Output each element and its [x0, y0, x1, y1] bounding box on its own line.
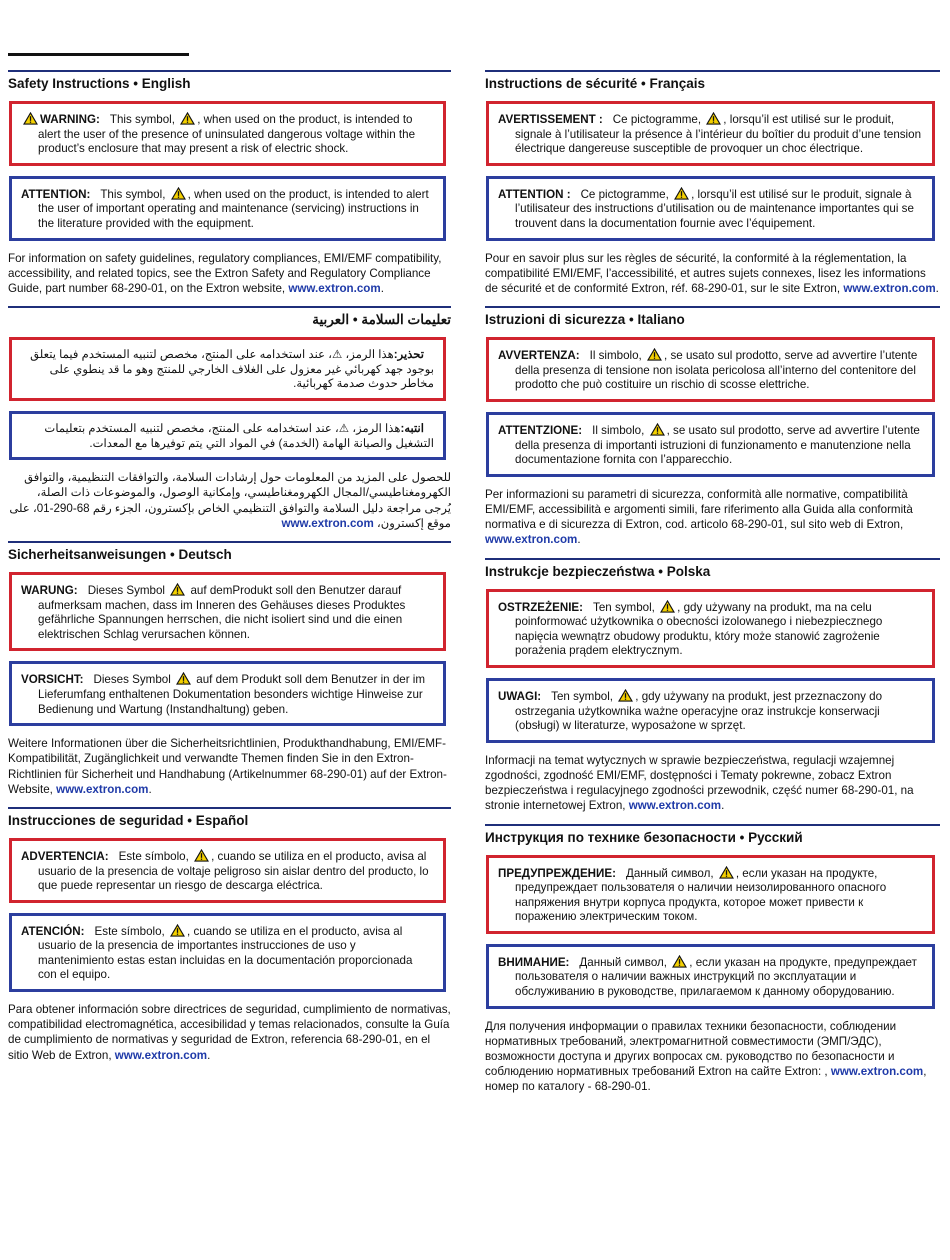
- warning-icon: [171, 187, 186, 200]
- warning-icon: [23, 112, 38, 125]
- attention-box-spanish: [9, 913, 446, 992]
- section-heading-polish: Instrukcje bezpieczeństwa • Polska: [485, 558, 940, 580]
- warning-icon: [706, 112, 721, 125]
- warning-icon: [674, 187, 689, 200]
- attention-label: VORSICHT:: [21, 673, 84, 687]
- attention-text-after: , cuando se utiliza en el producto, avisa al usuario de la presencia de importantes instrucciones de uso y mantenimiento estas estan incluidas en la documentación proporcionada con el equipo.: [38, 924, 413, 982]
- warning-text-after: , gdy używany na produkt, ma na celu poinformować użytkownika o obecności izolowanego i niebezpiecznego napięcia wewnątrz obudowy produktu, który może stanowić zagrożenie porażenia prądem elektrycznym.: [515, 600, 883, 658]
- attention-text-before: This symbol,: [100, 187, 166, 201]
- warning-box-arabic: [9, 337, 446, 401]
- attention-text: هذا الرمز، ⚠، عند استخدامه على المنتج، مخصص لتنبيه المستخدم بتعليمات التشغيل والصيانة الهامة (الخدمة) في المواد التي يتم توفيرها مع المعدات.: [44, 421, 434, 450]
- warning-text-after: auf demProdukt soll den Benutzer darauf aufmerksam machen, dass im Inneren des Gehäuses dieses Produktes gefährliche Spannungen herrschen, die nicht isoliert sind und die einen elektrischen Schlag verursachen können.: [38, 583, 406, 641]
- warning-text-after: , se usato sul prodotto, serve ad avvertire l’utente della presenza di tensione non isolata pericolosa all’interno del contenitore del prodotto che può costituire un rischio di scosse elettriche.: [515, 349, 918, 392]
- extron-website-link[interactable]: www.extron.com: [628, 799, 722, 813]
- section-english: [8, 70, 451, 296]
- extron-website-link[interactable]: www.extron.com: [56, 782, 149, 796]
- section-heading-french: Instructions de sécurité • Français: [485, 70, 940, 92]
- extron-website-link[interactable]: www.extron.com: [288, 281, 381, 295]
- warning-label: ADVERTENCIA:: [21, 849, 109, 863]
- warning-text-before: Il simbolo,: [589, 349, 642, 363]
- warning-box-spanish: [9, 838, 446, 903]
- extron-website-link[interactable]: www.extron.com: [281, 516, 374, 530]
- warning-label: تحذير:: [393, 348, 424, 362]
- warning-text-before: This symbol,: [109, 113, 175, 126]
- section-arabic: [8, 306, 451, 531]
- attention-box-italian: [486, 412, 935, 477]
- left-column: [8, 70, 451, 1073]
- section-heading-russian: Инструкция по технике безопасности • Русский: [485, 824, 940, 846]
- warning-box-english: [9, 101, 446, 166]
- section-german: [8, 541, 451, 797]
- attention-box-german: [9, 661, 446, 726]
- extron-website-link[interactable]: www.extron.com: [843, 281, 936, 295]
- right-column: [485, 70, 940, 1105]
- warning-box-german: [9, 572, 446, 651]
- attention-text-after: , when used on the product, is intended to alert the user of important operating and maintenance (servicing) instructions in the literature provided with the equipment.: [38, 187, 429, 230]
- warning-icon: [719, 866, 734, 879]
- attention-text-before: Ten symbol,: [551, 689, 614, 703]
- attention-text-after: , если указан на продукте, предупреждает пользователя о наличии важных инструкций по эксплуатации и обслуживанию в руководстве, прилагаемом к данному оборудованию.: [515, 955, 917, 999]
- attention-text-after: , lorsqu’il est utilisé sur le produit, signale à l’utilisateur des instructions d’utilisation ou de maintenance importantes qui se trouvent dans la documentation fournie avec l’équipement.: [515, 187, 914, 230]
- warning-text-before: Данный символ,: [625, 866, 714, 880]
- warning-text-after: , lorsqu’il est utilisé sur le produit, signale à l’utilisateur la présence à l’intérieur du boîtier du produit d’une tension électrique dangereuse susceptible de provoquer un choc électrique.: [515, 113, 922, 156]
- info-paragraph-polish: Informacji na temat wytycznych w sprawie bezpieczeństwa, regulacji wzajemnej zgodności, zgodność EMI/EMF, dostępności i Tematy pokrewne, zobacz Extron bezpieczeństwa i regulacyjnego zgodności przewodnik, część numer 68-290-01, na stronie internetowej Extron, www.extron.com.: [485, 753, 914, 813]
- warning-box-italian: [486, 337, 935, 402]
- section-polish: [485, 558, 940, 814]
- attention-label: انتبه:: [400, 421, 424, 435]
- info-paragraph-german: Weitere Informationen über die Sicherheitsrichtlinien, Produkthandhabung, EMI/EMF-Kompatibilität, Zugänglichkeit und verwandte Themen finden Sie in den Extron-Richtlinien für Sicherheit und Handhabung (Artikelnummer 68-290-01) auf der Extron-Website, www.extron.com.: [8, 737, 447, 796]
- section-heading-english: Safety Instructions • English: [8, 70, 451, 92]
- attention-label: ATTENTZIONE:: [498, 423, 583, 437]
- attention-text-after: , gdy używany na produkt, jest przeznaczony do ostrzegania użytkownika ważne operacyjne oraz instrukcje konserwacji (obsługi) w literaturze, wyposażone w sprzęt.: [515, 689, 883, 733]
- warning-box-polish: [486, 589, 935, 668]
- attention-label: ВНИМАНИЕ:: [498, 955, 570, 969]
- warning-icon: [180, 112, 195, 125]
- attention-box-french: [486, 176, 935, 241]
- warning-icon: [618, 689, 633, 702]
- warning-label: WARNING:: [40, 113, 100, 126]
- warning-text-after: , cuando se utiliza en el producto, avisa al usuario de la presencia de voltaje peligroso sin aislar dentro del producto, lo que puede representar un riesgo de descarga eléctrica.: [38, 849, 429, 893]
- extron-website-link[interactable]: www.extron.com: [485, 533, 578, 547]
- section-heading-italian: Istruzioni di sicurezza • Italiano: [485, 306, 940, 328]
- warning-icon: [170, 583, 185, 596]
- attention-label: ATTENTION :: [498, 187, 571, 201]
- section-spanish: [8, 807, 451, 1063]
- attention-label: UWAGI:: [498, 689, 542, 703]
- info-paragraph-french: Pour en savoir plus sur les règles de sécurité, la conformité à la réglementation, la compatibilité EMI/EMF, l’accessibilité, et autres sujets connexes, lisez les informations de sécurité et de conformité Extron, réf. 68-290-01, sur le site Extron, www.extron.com.: [485, 251, 939, 295]
- extron-website-link[interactable]: www.extron.com: [114, 1048, 208, 1062]
- warning-icon: [170, 924, 185, 937]
- warning-text-before: Ce pictogramme,: [612, 113, 702, 126]
- warning-label: OSTRZEŻENIE:: [498, 600, 584, 614]
- attention-box-arabic: [9, 411, 446, 460]
- attention-text-after: auf dem Produkt soll dem Benutzer in der im Lieferumfang enthaltenen Dokumentation besonders wichtige Hinweise zur Bedienung und Wartung (Instandhaltung) geben.: [38, 673, 426, 716]
- warning-icon: [194, 849, 209, 862]
- attention-box-russian: [486, 944, 935, 1009]
- warning-label: ПРЕДУПРЕЖДЕНИЕ:: [498, 866, 616, 880]
- warning-text-after: , если указан на продукте, предупреждает пользователя о наличии неизолированного опасного напряжения внутри корпуса продукта, которое может привести к поражению электрическим током.: [515, 866, 887, 924]
- warning-text-before: Este símbolo,: [118, 849, 189, 863]
- warning-text-before: Dieses Symbol: [87, 583, 166, 597]
- top-rule: [8, 53, 189, 56]
- warning-icon: [650, 423, 665, 436]
- attention-label: ATTENTION:: [21, 187, 91, 201]
- warning-label: AVVERTENZA:: [498, 349, 580, 363]
- info-paragraph-spanish: Para obtener información sobre directrices de seguridad, cumplimiento de normativas, compatibilidad electromagnética, accesibilidad y temas relacionados, consulte la Guía de cumplimiento de normativas y seguridad de Extron, referencia 68-290-01, en el sitio Web de Extron, www.extron.com.: [8, 1003, 451, 1062]
- section-heading-spanish: Instrucciones de seguridad • Español: [8, 807, 451, 829]
- section-heading-german: Sicherheitsanweisungen • Deutsch: [8, 541, 451, 563]
- warning-icon: [672, 955, 687, 968]
- info-paragraph-arabic: للحصول على المزيد من المعلومات حول إرشادات السلامة، والتوافقات التنظيمية، والتوافق الكهرومغناطيسي/المجال الكهرومغناطيسي، وإمكانية الوصول، والموضوعات ذات الصلة، يُرجى مراجعة دليل السلامة والتوافق التنظيمي الخاص بإكسترون، الجزء رقم 68-290-01، على موقع إكسترون، www.extron.com: [9, 471, 451, 530]
- attention-text-before: Ce pictogramme,: [580, 187, 669, 201]
- attention-text-before: Este símbolo,: [94, 924, 165, 938]
- warning-box-russian: [486, 855, 935, 934]
- warning-box-french: [486, 101, 935, 166]
- warning-label: WARUNG:: [21, 583, 78, 597]
- attention-text-after: , se usato sul prodotto, serve ad avvertire l’utente della presenza di importanti istruzioni di funzionamento e manutenzione nella documentazione fornita con l’apparecchio.: [515, 423, 920, 467]
- attention-box-english: [9, 176, 446, 241]
- warning-icon: [647, 348, 662, 361]
- extron-website-link[interactable]: www.extron.com: [830, 1065, 924, 1079]
- info-paragraph-english: For information on safety guidelines, regulatory compliances, EMI/EMF compatibility, accessibility, and related topics, see the Extron Safety and Regulatory Compliance Guide, part number 68-290-01, on the Extron website, www.extron.com.: [8, 251, 442, 295]
- section-italian: [485, 306, 940, 547]
- attention-box-polish: [486, 678, 935, 743]
- section-french: [485, 70, 940, 296]
- warning-text-before: Ten symbol,: [593, 600, 655, 614]
- info-paragraph-russian: Для получения информации о правилах техники безопасности, соблюдении нормативных требований, электромагнитной совместимости (ЭМП/ЭДС), возможности доступа и других вопросах см. руководство по безопасности и соблюдению нормативных требований Extron на сайте Extron: , www.extron.com, номер по каталогу - 68-290-01.: [485, 1019, 927, 1094]
- attention-label: ATENCIÓN:: [21, 924, 85, 938]
- warning-text-after: , when used on the product, is intended to alert the user of the presence of uninsulated dangerous voltage within the product’s enclosure that may present a risk of electric shock.: [38, 113, 416, 156]
- warning-icon: [660, 600, 675, 613]
- section-russian: [485, 824, 940, 1095]
- section-heading-arabic: تعليمات السلامة • العربية: [8, 306, 451, 328]
- attention-text-before: Данный символ,: [579, 955, 668, 969]
- attention-text-before: Il simbolo,: [592, 423, 645, 437]
- info-paragraph-italian: Per informazioni su parametri di sicurezza, conformità alle normative, compatibilità EMI/EMF, accessibilità e argomenti simili, fare riferimento alla Guida alla conformità normativa e di sicurezza di Extron, cod. articolo 68-290-01, sul sito web di Extron, www.extron.com.: [485, 487, 913, 547]
- warning-text: هذا الرمز، ⚠، عند استخدامه على المنتج، مخصص لتنبيه المستخدم فيما يتعلق بوجود جهد كهربائي غير معزول على الغلاف الخارجي للمنتج وهو ما قد ينطوي على مخاطر حدوث صدمة كهربائية.: [30, 348, 434, 391]
- warning-label: AVERTISSEMENT :: [498, 113, 603, 126]
- attention-text-before: Dieses Symbol: [93, 673, 171, 687]
- warning-icon: [176, 672, 191, 685]
